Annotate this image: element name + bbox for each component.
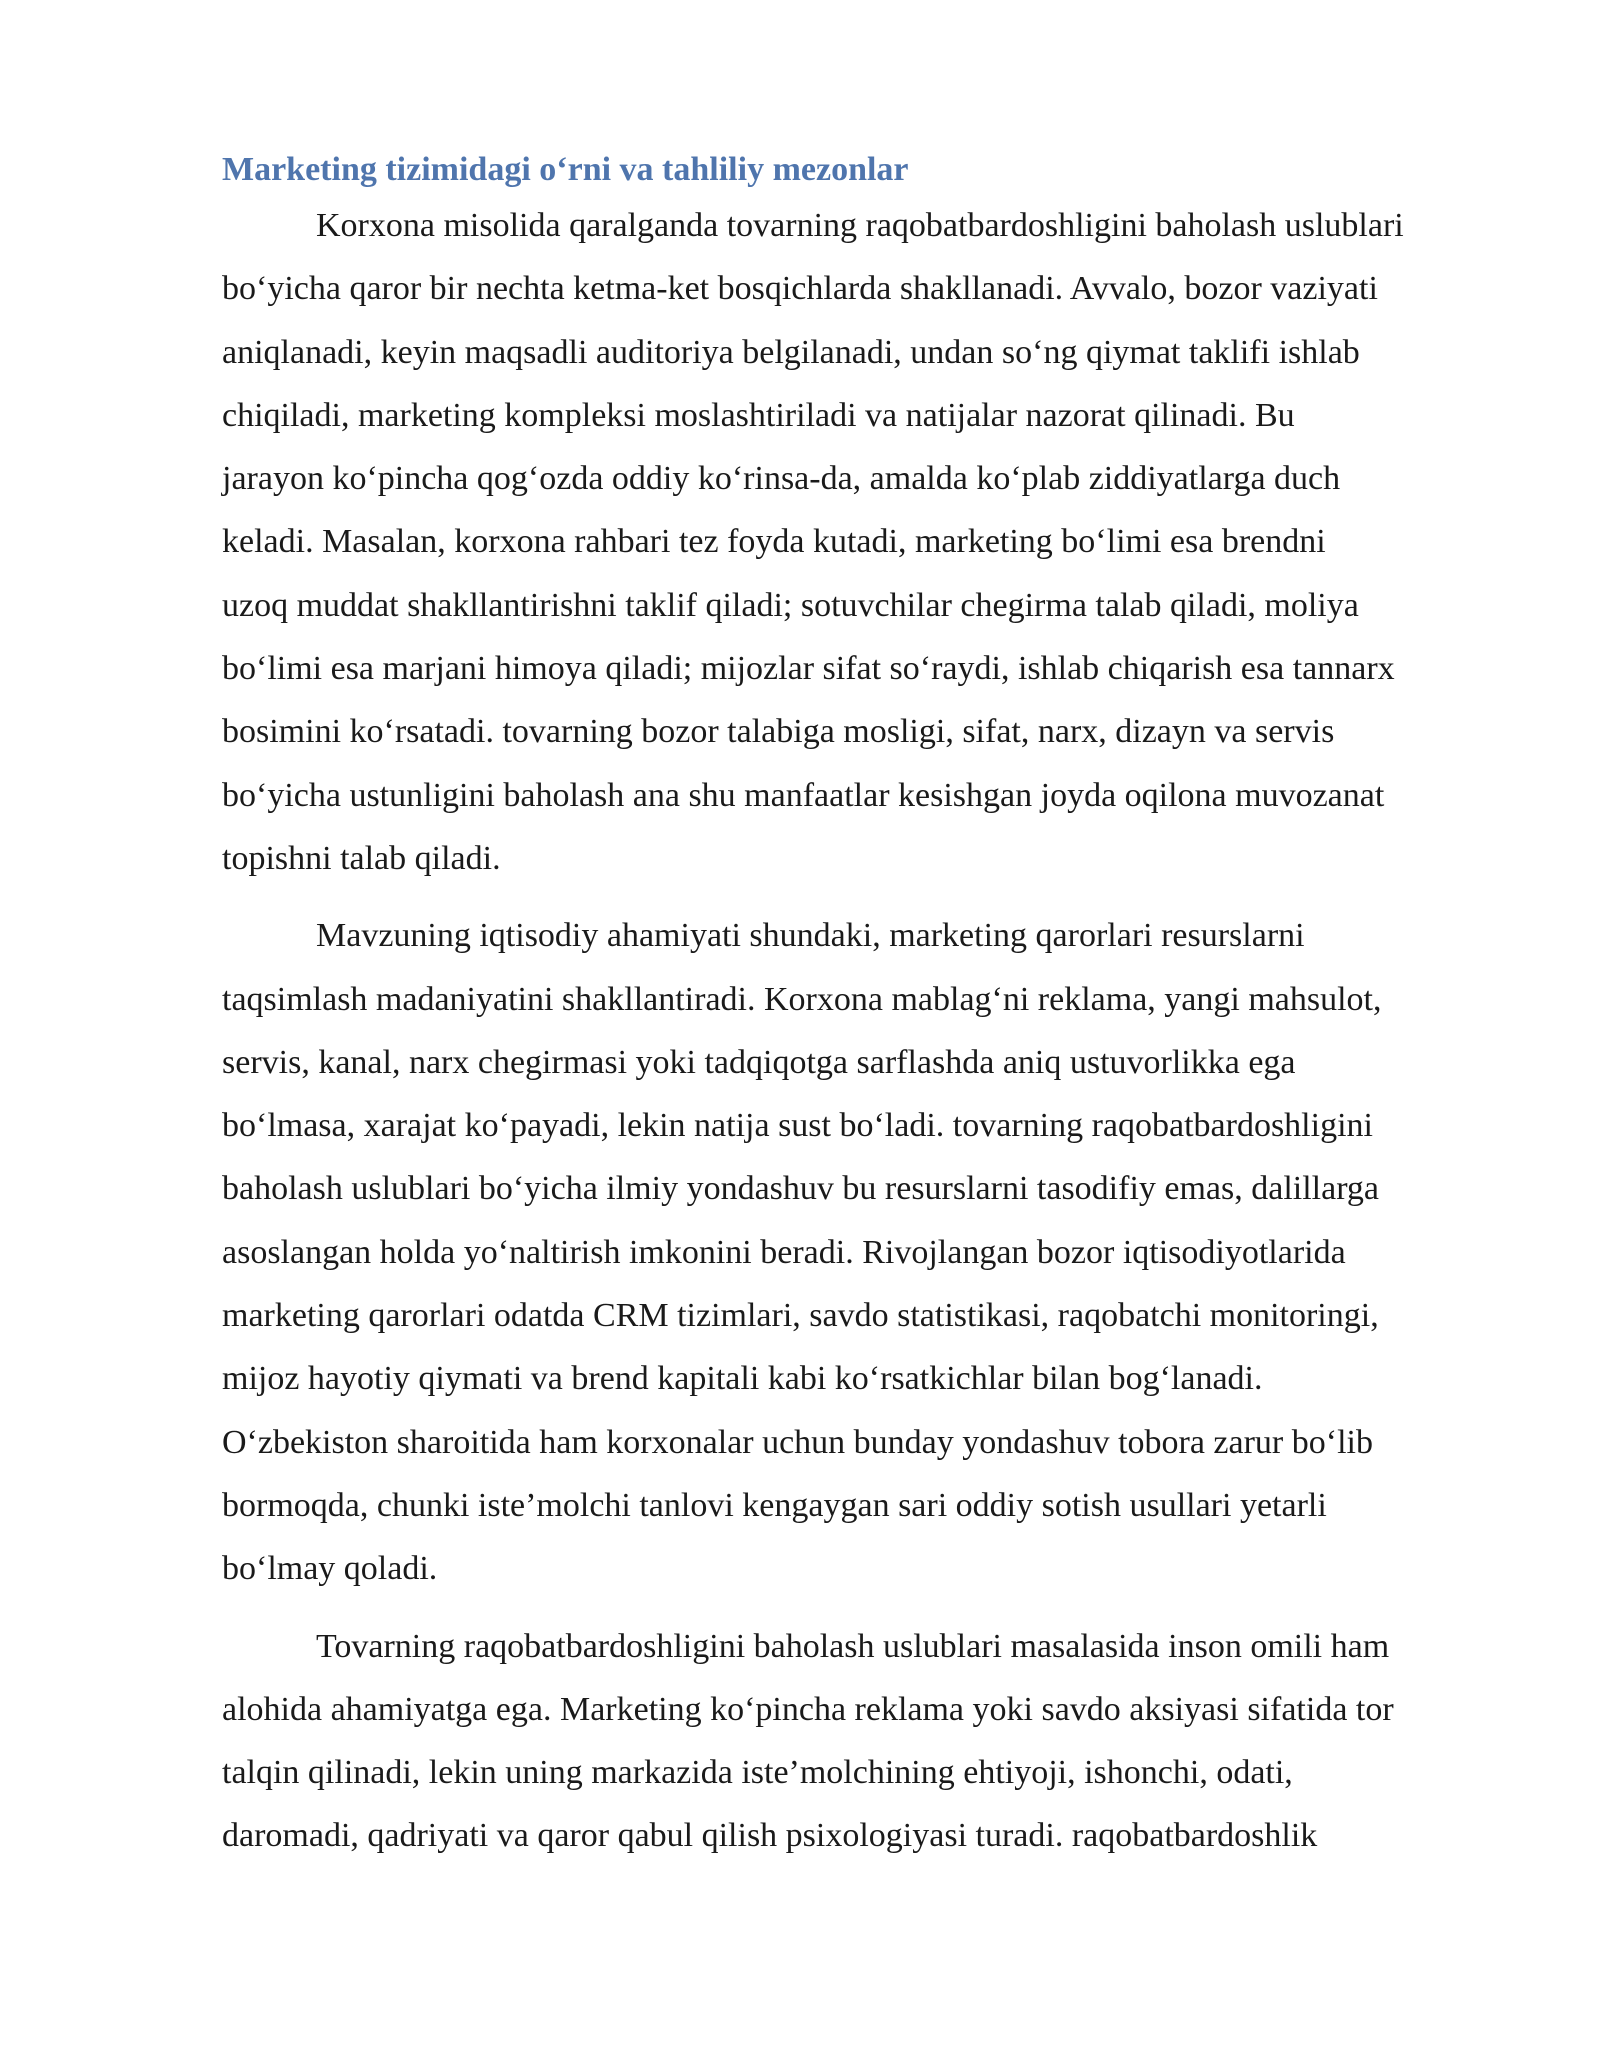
paragraph-line: baholash uslublari bo‘yicha ilmiy yondashuv bu resurslarni tasodifiy emas, dalillarga bbox=[222, 1170, 1380, 1208]
paragraph-line: Mavzuning iqtisodiy ahamiyati shundaki, marketing qarorlari resurslarni bbox=[316, 917, 1305, 955]
paragraph-line: O‘zbekiston sharoitida ham korxonalar uchun bunday yondashuv tobora zarur bo‘lib bbox=[222, 1423, 1373, 1461]
paragraph-line: Tovarning raqobatbardoshligini baholash uslublari masalasida inson omili ham bbox=[316, 1627, 1390, 1665]
paragraph-line: Korxona misolida qaralganda tovarning raqobatbardoshligini baholash uslublari bbox=[316, 207, 1404, 244]
paragraph-line: bo‘yicha qaror bir nechta ketma-ket bosqichlarda shakllanadi. Avvalo, bozor vaziyati bbox=[222, 270, 1378, 308]
paragraph-line: asoslangan holda yo‘naltirish imkonini beradi. Rivojlangan bozor iqtisodiyotlarida bbox=[222, 1233, 1346, 1271]
document-body bbox=[222, 148, 1494, 1882]
paragraph-line: bosimini ko‘rsatadi. tovarning bozor talabiga mosligi, sifat, narx, dizayn va servis bbox=[222, 713, 1335, 751]
paragraph-line: taqsimlash madaniyatini shakllantiradi. Korxona mablag‘ni reklama, yangi mahsulot, bbox=[222, 980, 1382, 1018]
paragraph-line: alohida ahamiyatga ega. Marketing ko‘pincha reklama yoki savdo aksiyasi sifatida tor bbox=[222, 1690, 1394, 1728]
paragraph-line: bo‘lmasa, xarajat ko‘payadi, lekin natija sust bo‘ladi. tovarning raqobatbardoshligini bbox=[222, 1107, 1373, 1145]
paragraph-line: bo‘lmay qoladi. bbox=[222, 1550, 438, 1588]
paragraph-line: keladi. Masalan, korxona rahbari tez foyda kutadi, marketing bo‘limi esa brendni bbox=[222, 523, 1326, 561]
paragraph-line: mijoz hayotiy qiymati va brend kapitali kabi ko‘rsatkichlar bilan bog‘lanadi. bbox=[222, 1360, 1263, 1398]
paragraph-line: bo‘yicha ustunligini baholash ana shu manfaatlar kesishgan joyda oqilona muvozanat bbox=[222, 776, 1385, 814]
paragraph-3 bbox=[222, 1615, 1494, 1868]
paragraph-line: servis, kanal, narx chegirmasi yoki tadqiqotga sarflashda aniq ustuvorlikka ega bbox=[222, 1043, 1296, 1081]
paragraph-line: jarayon ko‘pincha qog‘ozda oddiy ko‘rinsa-da, amalda ko‘plab ziddiyatlarga duch bbox=[222, 460, 1341, 498]
paragraph-line: topishni talab qiladi. bbox=[222, 839, 501, 877]
paragraph-2 bbox=[222, 904, 1494, 1600]
paragraph-line: bo‘limi esa marjani himoya qiladi; mijozlar sifat so‘raydi, ishlab chiqarish esa tannarx bbox=[222, 650, 1395, 688]
paragraph-line: bormoqda, chunki iste’molchi tanlovi kengaygan sari oddiy sotish usullari yetarli bbox=[222, 1486, 1327, 1524]
paragraph-line: chiqiladi, marketing kompleksi moslashtiriladi va natijalar nazorat qilinadi. Bu bbox=[222, 396, 1295, 434]
paragraph-line: marketing qarorlari odatda CRM tizimlari, savdo statistikasi, raqobatchi monitoringi, bbox=[222, 1297, 1379, 1335]
paragraph-line: aniqlanadi, keyin maqsadli auditoriya belgilanadi, undan so‘ng qiymat taklifi ishlab bbox=[222, 333, 1360, 371]
paragraph-line: talqin qilinadi, lekin uning markazida iste’molchining ehtiyoji, ishonchi, odati, bbox=[222, 1754, 1293, 1792]
paragraph-1 bbox=[222, 194, 1494, 890]
paragraph-line: uzoq muddat shakllantirishni taklif qiladi; sotuvchilar chegirma talab qiladi, moliya bbox=[222, 586, 1359, 624]
section-heading: Marketing tizimidagi o‘rni va tahliliy mezonlar bbox=[222, 151, 909, 188]
paragraph-line: daromadi, qadriyati va qaror qabul qilish psixologiyasi turadi. raqobatbardoshlik bbox=[222, 1817, 1318, 1855]
